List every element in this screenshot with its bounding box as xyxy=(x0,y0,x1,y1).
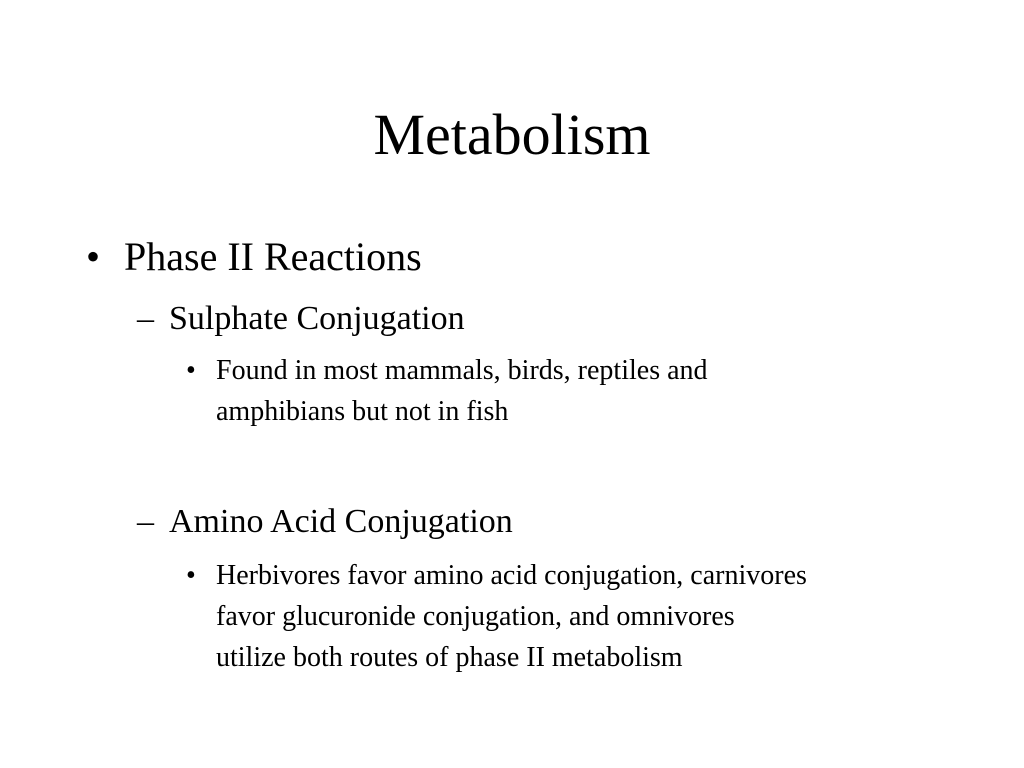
bullet-marker: • xyxy=(186,355,196,386)
detail-line: Found in most mammals, birds, reptiles and xyxy=(216,355,708,386)
detail-line: favor glucuronide conjugation, and omnivores xyxy=(216,601,735,632)
bullet-text: Phase II Reactions xyxy=(124,234,422,279)
detail-line: amphibians but not in fish xyxy=(216,396,509,427)
subbullet-text: Amino Acid Conjugation xyxy=(169,503,513,540)
subbullet-text: Sulphate Conjugation xyxy=(169,300,465,337)
detail-line: Herbivores favor amino acid conjugation, carnivores xyxy=(216,560,807,591)
detail-line: utilize both routes of phase II metabolism xyxy=(216,642,683,673)
detail-amino-acid xyxy=(186,555,956,678)
detail-text xyxy=(216,555,956,678)
bullet-marker: • xyxy=(86,234,101,279)
bullet-phase-ii-reactions xyxy=(86,232,422,282)
slide-title: Metabolism xyxy=(373,102,651,167)
subbullet-amino-acid-conjugation xyxy=(137,500,513,544)
dash-marker: – xyxy=(137,503,154,540)
dash-marker: – xyxy=(137,300,154,337)
detail-text xyxy=(216,350,846,432)
detail-sulphate xyxy=(186,350,846,432)
bullet-marker: • xyxy=(186,560,196,591)
subbullet-sulphate-conjugation xyxy=(137,297,465,341)
